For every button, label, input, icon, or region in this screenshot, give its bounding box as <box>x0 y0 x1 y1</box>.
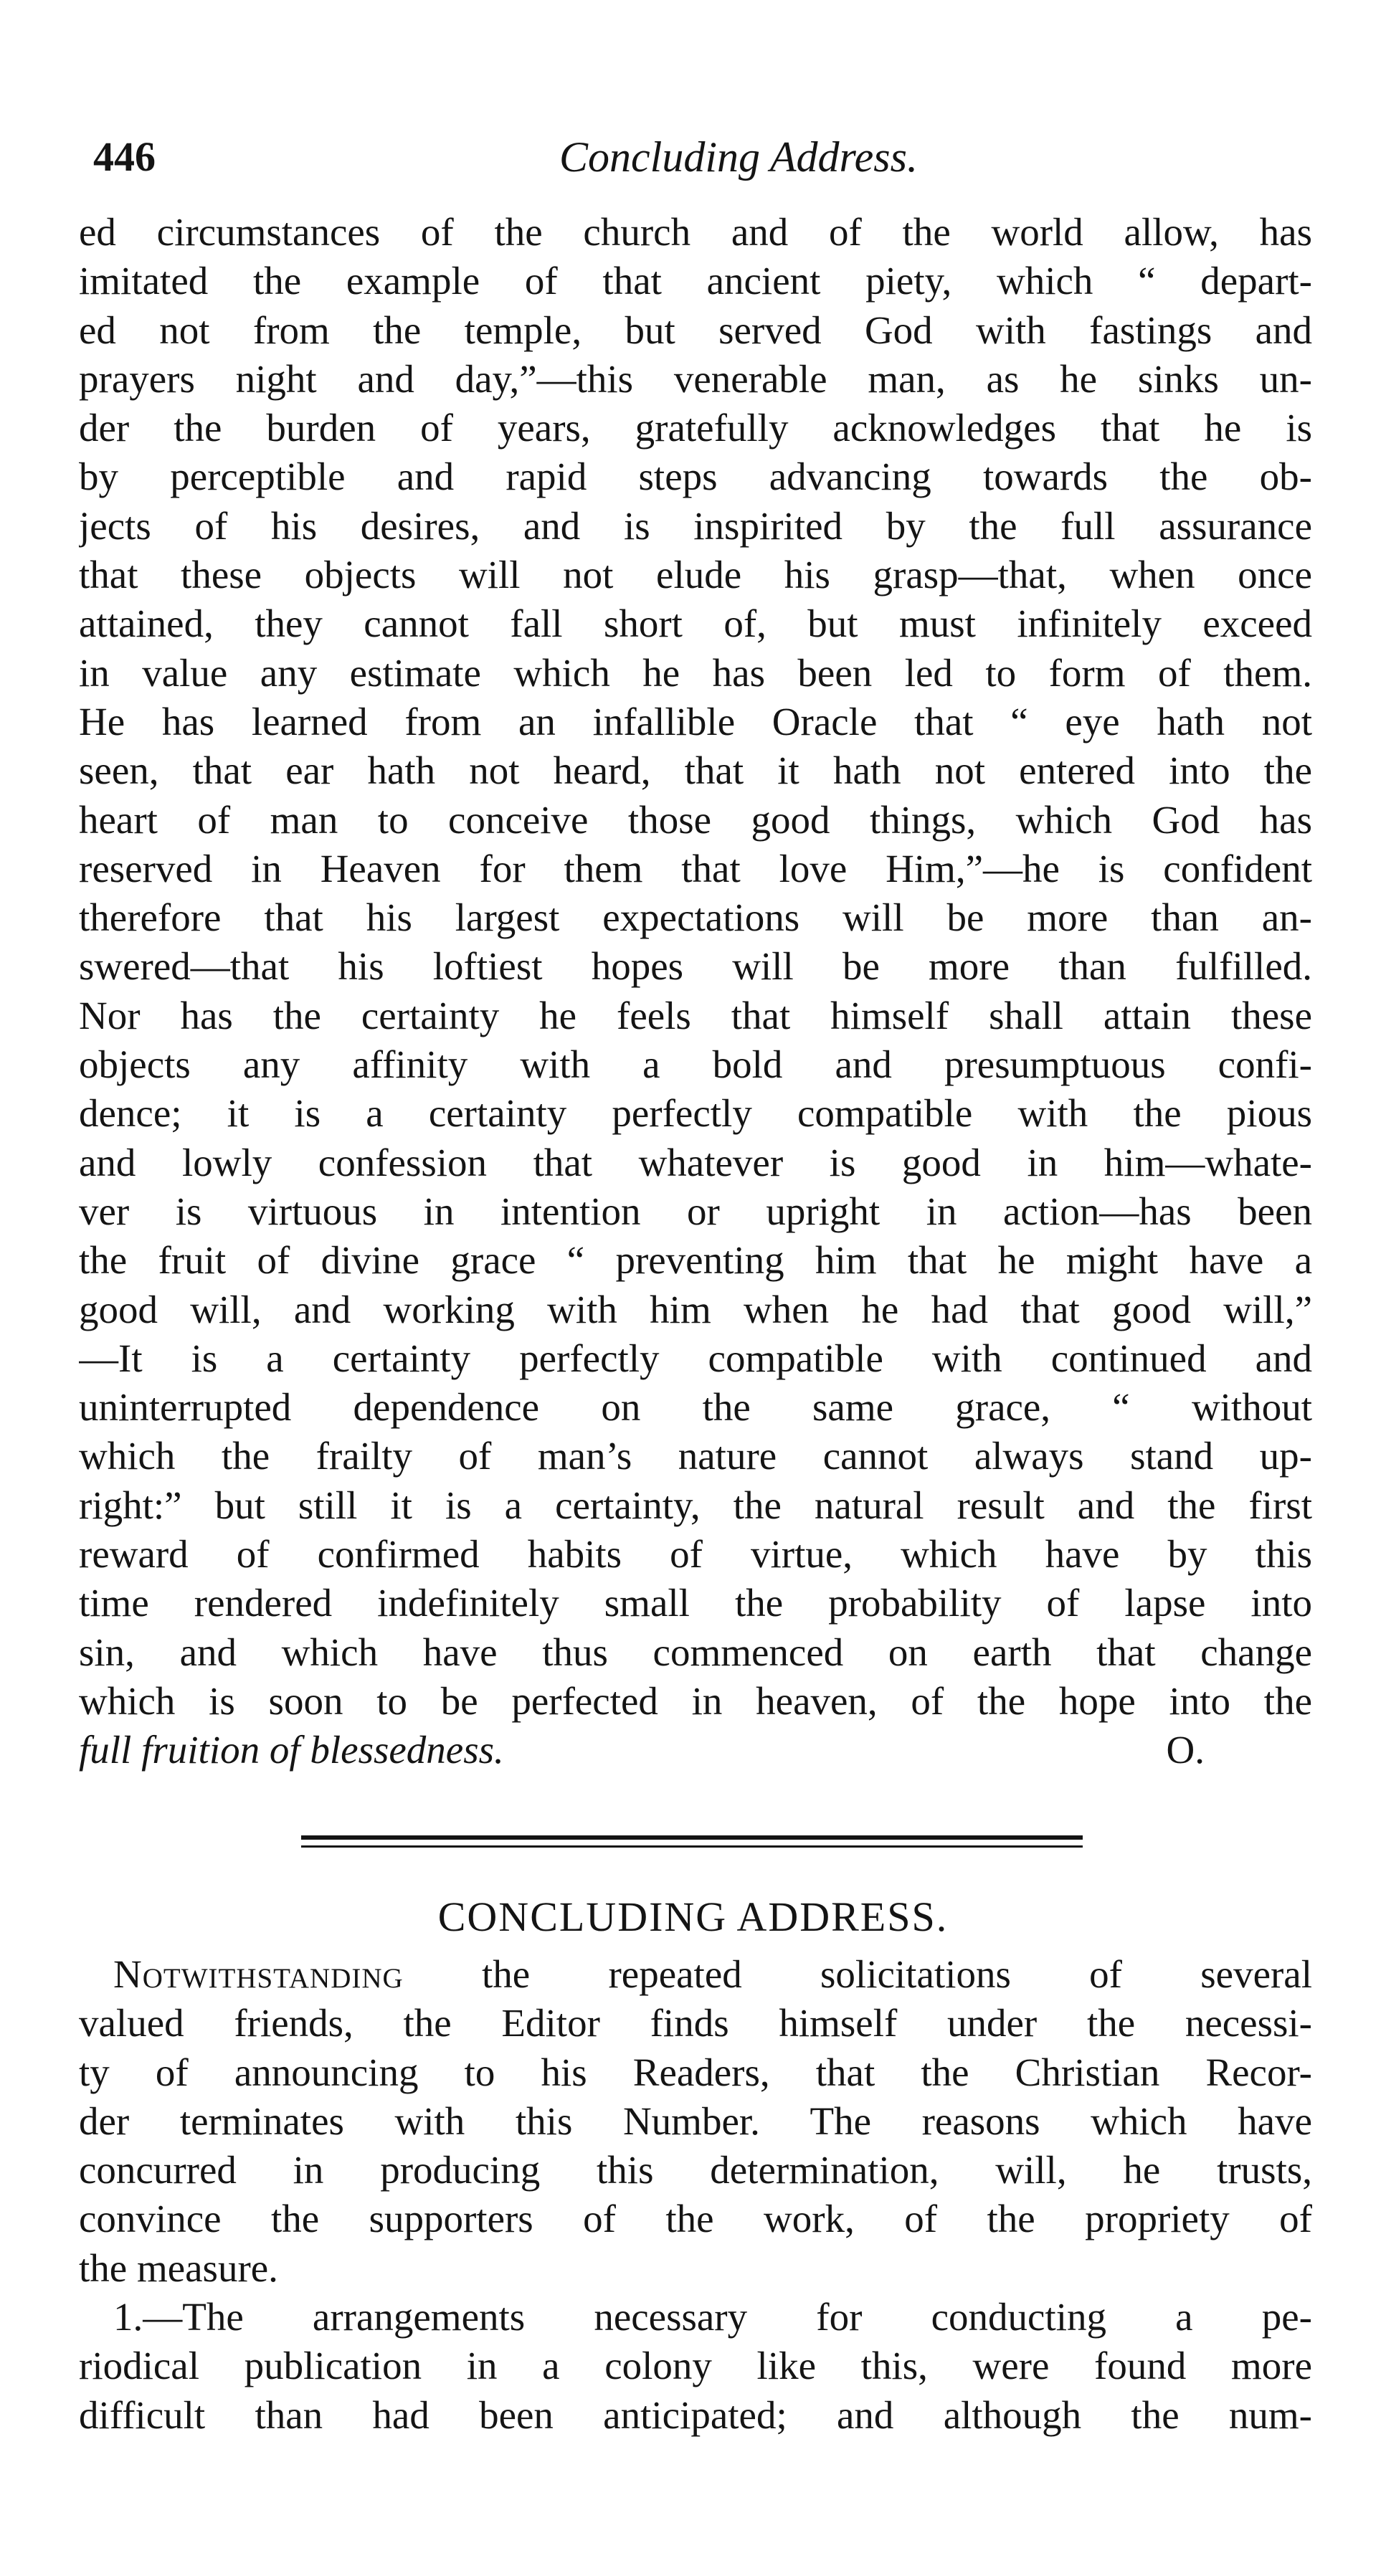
text-line: ver is virtuous in intention or upright in action—has been <box>79 1189 1312 1233</box>
text-line: attained, they cannot fall short of, but must infinitely exceed <box>79 602 1312 646</box>
text-line: He has learned from an infallible Oracle that “ eye hath not <box>79 699 1312 743</box>
text-line: convince the supporters of the work, of the propriety of <box>79 2197 1312 2241</box>
text-line: reserved in Heaven for them that love Him,”—he is confident <box>79 846 1312 890</box>
text-line: which the frailty of man’s nature cannot always stand up- <box>79 1434 1312 1478</box>
page-number: 446 <box>93 133 156 180</box>
text-line: —It is a certainty perfectly compatible with continued and <box>79 1336 1312 1380</box>
text-line: uninterrupted dependence on the same grace, “ without <box>79 1385 1312 1430</box>
text-line: imitated the example of that ancient piety, which “ depart- <box>79 259 1312 303</box>
text-line: der terminates with this Number. The reasons which have <box>79 2099 1312 2143</box>
text-line: dence; it is a certainty perfectly compatible with the pious <box>79 1091 1312 1136</box>
closing-text: full fruition of blessedness. <box>79 1728 504 1772</box>
text-line: the measure. <box>79 2245 278 2290</box>
concluding-address-body <box>79 1950 1312 2440</box>
text-line: sin, and which have thus commenced on earth that change <box>79 1630 1312 1674</box>
opening-word: Notwithstanding <box>113 1952 404 1996</box>
text-line: that these objects will not elude his grasp—that, when once <box>79 553 1312 597</box>
text-line: riodical publication in a colony like this, were found more <box>79 2344 1312 2388</box>
text-line: ty of announcing to his Readers, that the Christian Recor- <box>79 2050 1312 2094</box>
section-divider-thin <box>301 1845 1083 1848</box>
point-one-line: 1.—The arrangements necessary for conducting a pe- <box>113 2295 1312 2339</box>
running-title: Concluding Address. <box>559 133 919 181</box>
text-line: the fruit of divine grace “ preventing him that he might have a <box>79 1238 1312 1283</box>
text-line: ed not from the temple, but served God with fastings and <box>79 308 1312 352</box>
text-line: Nor has the certainty he feels that himself shall attain these <box>79 993 1312 1037</box>
opening-line <box>79 1950 1312 1999</box>
opening-text: the repeated solicitations of several <box>403 1952 1312 1996</box>
text-line: difficult than had been anticipated; and although the num- <box>79 2392 1312 2437</box>
text-line: therefore that his largest expectations will be more than an- <box>79 895 1312 940</box>
text-line: good will, and working with him when he had that good will,” <box>79 1287 1312 1331</box>
text-line: by perceptible and rapid steps advancing towards the ob- <box>79 455 1312 499</box>
article-conclusion <box>79 208 1312 1775</box>
closing-line <box>79 1726 1312 1774</box>
section-heading: CONCLUDING ADDRESS. <box>437 1893 949 1940</box>
text-line: valued friends, the Editor finds himself under the necessi- <box>79 2001 1312 2045</box>
text-line: concurred in producing this determination, will, he trusts, <box>79 2148 1312 2192</box>
text-line: objects any affinity with a bold and presumptuous confi- <box>79 1042 1312 1087</box>
text-line: reward of confirmed habits of virtue, which have by this <box>79 1532 1312 1577</box>
text-line: which is soon to be perfected in heaven, of the hope into the <box>79 1678 1312 1723</box>
author-signature: O. <box>1166 1728 1205 1772</box>
text-line: in value any estimate which he has been led to form of them. <box>79 650 1312 695</box>
text-line: and lowly confession that whatever is good in him—whate- <box>79 1140 1312 1184</box>
page-header <box>43 133 1334 190</box>
text-line: time rendered indefinitely small the probability of lapse into <box>79 1581 1312 1625</box>
text-line: ed circumstances of the church and of the world allow, has <box>79 210 1312 254</box>
text-line: prayers night and day,”—this venerable man, as he sinks un- <box>79 356 1312 401</box>
text-line: der the burden of years, gratefully acknowledges that he is <box>79 406 1312 450</box>
text-line: right:” but still it is a certainty, the natural result and the first <box>79 1483 1312 1527</box>
section-divider <box>301 1835 1083 1840</box>
text-line: swered—that his loftiest hopes will be more than fulfilled. <box>79 944 1312 989</box>
text-line: heart of man to conceive those good things, which God has <box>79 797 1312 842</box>
text-line: jects of his desires, and is inspirited by the full assurance <box>79 503 1312 548</box>
text-line: seen, that ear hath not heard, that it hath not entered into the <box>79 748 1312 793</box>
